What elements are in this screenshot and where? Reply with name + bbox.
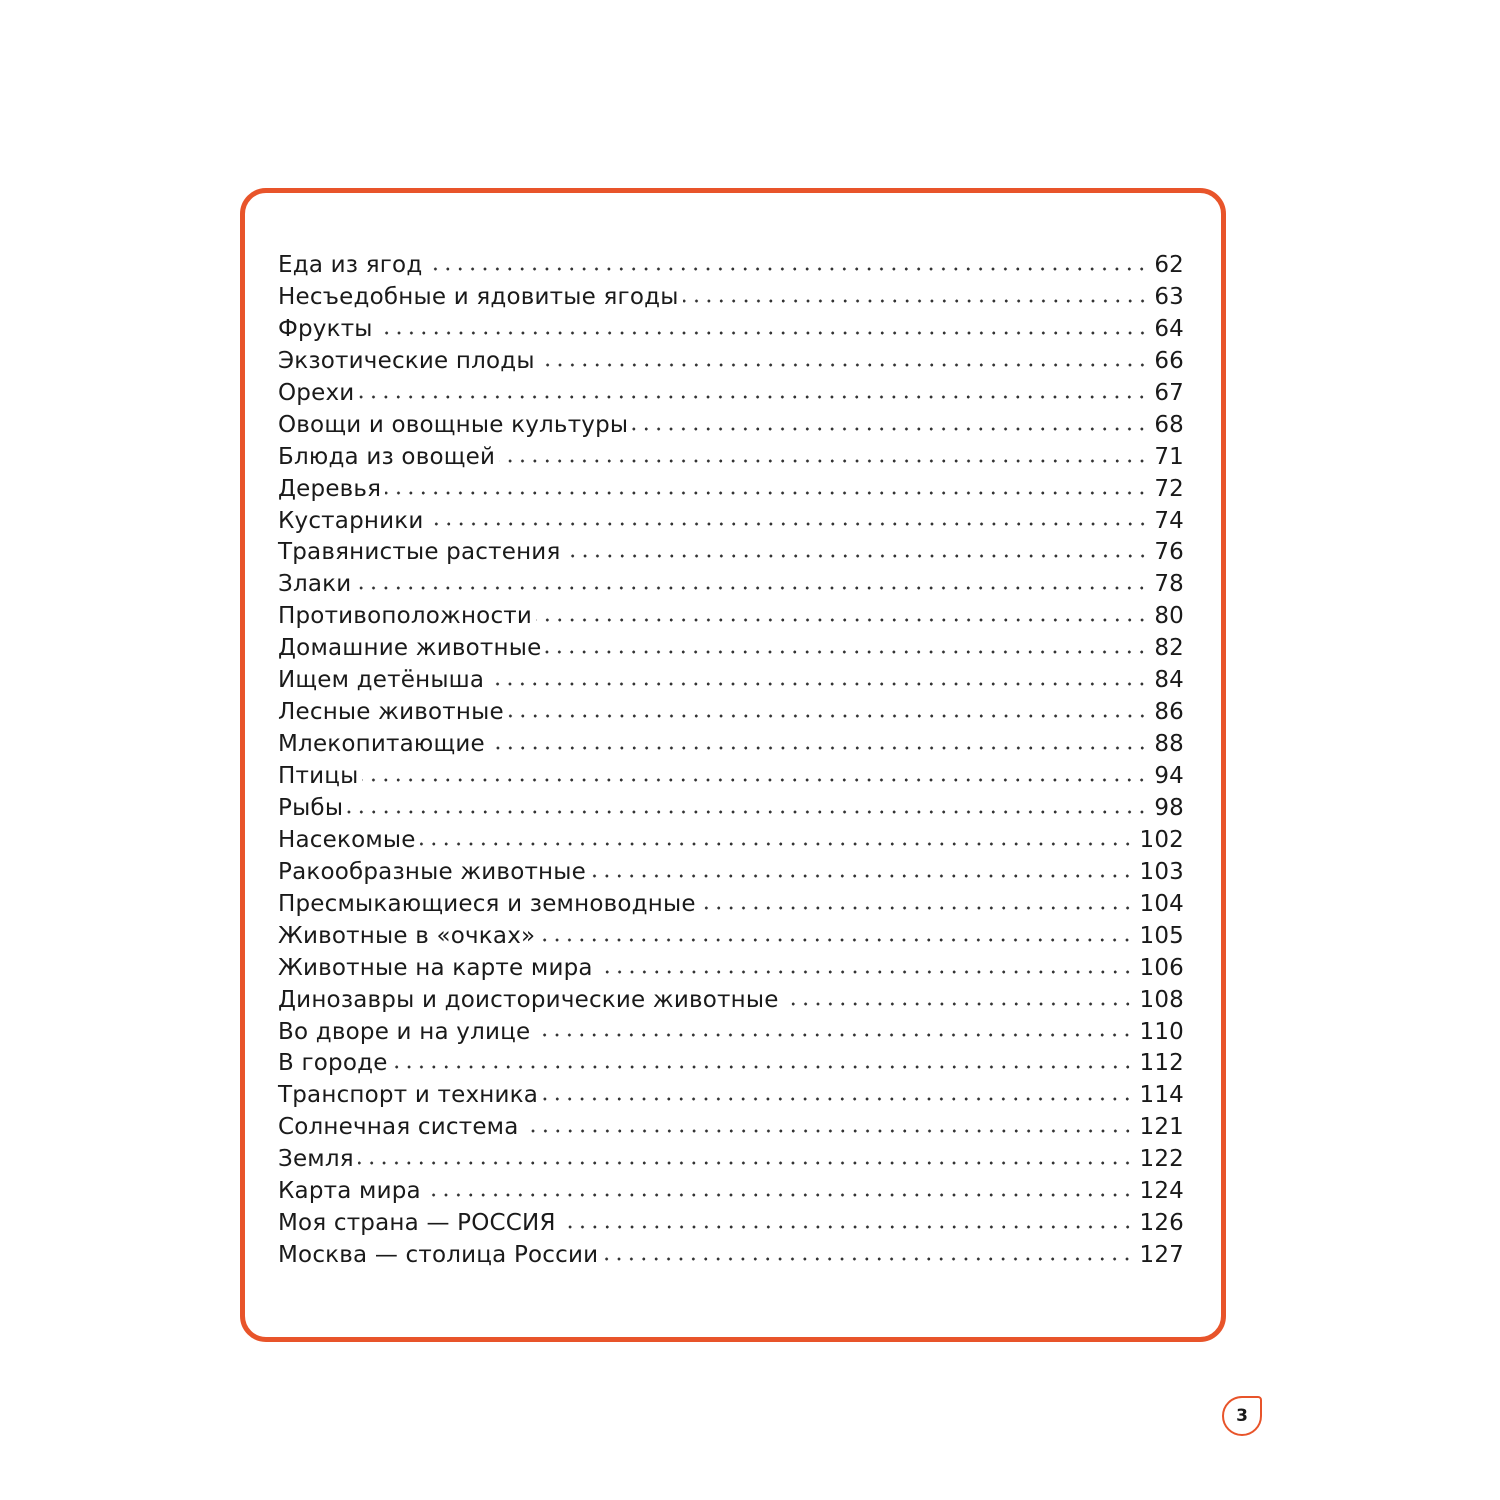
toc-entry — [278, 889, 1184, 921]
toc-entry-title: Земля — [278, 1146, 354, 1173]
toc-entry-page: 71 — [1154, 443, 1184, 470]
toc-dot-leader — [489, 743, 1148, 753]
toc-entry-page: 102 — [1139, 826, 1184, 853]
toc-entry — [278, 314, 1184, 346]
toc-entry-title: Противоположности — [278, 603, 533, 630]
toc-entry-title: Злаки — [278, 571, 352, 598]
toc-entry-title: Моя страна — РОССИЯ — [278, 1210, 556, 1237]
toc-entry-title: Деревья — [278, 475, 382, 502]
toc-entry — [278, 729, 1184, 761]
toc-entry-title: В городе — [278, 1050, 388, 1077]
toc-entry-title: Домашние животные — [278, 635, 542, 662]
toc-entry — [278, 282, 1184, 314]
toc-entry-title: Млекопитающие — [278, 731, 485, 758]
toc-entry-page: 84 — [1154, 667, 1184, 694]
toc-entry-page: 110 — [1139, 1018, 1184, 1045]
toc-entry-page: 78 — [1154, 571, 1184, 598]
toc-entry-page: 74 — [1154, 507, 1184, 534]
toc-entry-title: Кустарники — [278, 507, 424, 534]
toc-entry — [278, 793, 1184, 825]
toc-dot-leader — [385, 488, 1148, 498]
toc-dot-leader — [632, 424, 1148, 434]
toc-dot-leader — [508, 711, 1149, 721]
toc-entry-page: 104 — [1139, 890, 1184, 917]
toc-entry-page: 80 — [1154, 603, 1184, 630]
toc-entry-title: Животные в «очках» — [278, 922, 536, 949]
toc-entry — [278, 1112, 1184, 1144]
toc-entry-title: Овощи и овощные культуры — [278, 411, 629, 438]
toc-entry-page: 86 — [1154, 699, 1184, 726]
toc-entry-page: 66 — [1154, 347, 1184, 374]
toc-entry — [278, 378, 1184, 410]
toc-dot-leader — [597, 967, 1134, 977]
toc-dot-leader — [536, 615, 1148, 625]
toc-entry-page: 108 — [1139, 986, 1184, 1013]
toc-entry-page: 98 — [1154, 794, 1184, 821]
toc-entry — [278, 442, 1184, 474]
toc-entry — [278, 537, 1184, 569]
toc-dot-leader — [565, 551, 1149, 561]
toc-dot-leader — [700, 903, 1134, 913]
toc-entry-title: Карта мира — [278, 1178, 421, 1205]
toc-entry-page: 63 — [1154, 283, 1184, 310]
toc-entry — [278, 1176, 1184, 1208]
toc-entry — [278, 601, 1184, 633]
toc-entry-title: Лесные животные — [278, 699, 504, 726]
toc-entry-page: 64 — [1154, 315, 1184, 342]
toc-dot-leader — [539, 935, 1133, 945]
toc-entry — [278, 474, 1184, 506]
toc-entry — [278, 857, 1184, 889]
toc-entry — [278, 697, 1184, 729]
toc-entry — [278, 985, 1184, 1017]
toc-entry-page: 126 — [1139, 1210, 1184, 1237]
toc-entry-page: 122 — [1139, 1146, 1184, 1173]
toc-dot-leader — [783, 999, 1134, 1009]
toc-dot-leader — [539, 360, 1149, 370]
toc-entry-title: Экзотические плоды — [278, 347, 535, 374]
toc-entry-page: 114 — [1139, 1082, 1184, 1109]
toc-entry — [278, 569, 1184, 601]
toc-entry — [278, 506, 1184, 538]
toc-entry-title: Фрукты — [278, 315, 373, 342]
toc-entry — [278, 633, 1184, 665]
toc-entry-title: Солнечная система — [278, 1114, 519, 1141]
toc-entry-page: 106 — [1139, 954, 1184, 981]
toc-entry-title: Птицы — [278, 763, 359, 789]
toc-dot-leader — [426, 264, 1148, 274]
toc-dot-leader — [377, 328, 1149, 338]
toc-entry-page: 72 — [1154, 475, 1184, 502]
toc-entry-title: Насекомые — [278, 826, 416, 853]
toc-dot-leader — [534, 1030, 1133, 1040]
toc-entry-page: 105 — [1139, 922, 1184, 949]
toc-entry — [278, 953, 1184, 985]
toc-dot-leader — [560, 1222, 1134, 1232]
toc-entry-title: Еда из ягод — [278, 252, 423, 278]
toc-entry — [278, 825, 1184, 857]
toc-entry-page: 67 — [1154, 379, 1184, 406]
toc-entry-title: Рыбы — [278, 794, 344, 821]
toc-entry-title: Блюда из овощей — [278, 443, 496, 470]
toc-dot-leader — [590, 871, 1133, 881]
page-number-badge — [1222, 1396, 1262, 1436]
toc-dot-leader — [358, 1158, 1134, 1168]
toc-entry — [278, 1240, 1184, 1272]
toc-entry-page: 124 — [1139, 1178, 1184, 1205]
toc-entry-title: Несъедобные и ядовитые ягоды — [278, 283, 679, 310]
page-number: 3 — [1236, 1406, 1248, 1426]
toc-entry-page: 127 — [1139, 1242, 1184, 1269]
toc-entry-title: Динозавры и доисторические животные — [278, 986, 779, 1013]
toc-dot-leader — [602, 1254, 1133, 1264]
toc-entry-title: Пресмыкающиеся и земноводные — [278, 890, 696, 917]
toc-dot-leader — [355, 583, 1148, 593]
toc-dot-leader — [420, 839, 1134, 849]
toc-entry-title: Ракообразные животные — [278, 858, 587, 885]
toc-dot-leader — [488, 679, 1148, 689]
toc-entry — [278, 1080, 1184, 1112]
toc-entry-title: Животные на карте мира — [278, 954, 593, 981]
toc-dot-leader — [347, 807, 1148, 817]
toc-dot-leader — [362, 775, 1148, 785]
toc-entry — [278, 250, 1184, 282]
toc-dot-leader — [683, 296, 1149, 306]
toc-entry-page: 112 — [1139, 1050, 1184, 1077]
toc-entry — [278, 410, 1184, 442]
toc-entry-page: 62 — [1154, 252, 1184, 278]
toc-dot-leader — [392, 1062, 1134, 1072]
toc-entry — [278, 921, 1184, 953]
toc-entry — [278, 1017, 1184, 1049]
toc-dot-leader — [358, 392, 1148, 402]
toc-entry-page: 76 — [1154, 539, 1184, 566]
toc-dot-leader — [545, 647, 1148, 657]
toc-entry — [278, 1208, 1184, 1240]
toc-entry-title: Травянистые растения — [278, 539, 561, 566]
toc-dot-leader — [523, 1126, 1134, 1136]
toc-entry — [278, 1048, 1184, 1080]
toc-entry-title: Орехи — [278, 379, 355, 406]
toc-entry-page: 88 — [1154, 731, 1184, 758]
toc-entry — [278, 346, 1184, 378]
toc-entry-page: 94 — [1154, 763, 1184, 789]
table-of-contents — [278, 250, 1184, 1272]
toc-entry-page: 121 — [1139, 1114, 1184, 1141]
toc-dot-leader — [499, 456, 1148, 466]
toc-dot-leader — [542, 1094, 1133, 1104]
toc-entry-title: Москва — столица России — [278, 1242, 599, 1269]
toc-entry-title: Ищем детёныша — [278, 667, 485, 694]
toc-entry — [278, 1144, 1184, 1176]
toc-entry-page: 82 — [1154, 635, 1184, 662]
toc-entry — [278, 665, 1184, 697]
toc-entry-page: 68 — [1154, 411, 1184, 438]
toc-entry-title: Во дворе и на улице — [278, 1018, 531, 1045]
toc-entry — [278, 761, 1184, 793]
toc-dot-leader — [425, 1190, 1134, 1200]
toc-entry-title: Транспорт и техника — [278, 1082, 539, 1109]
toc-entry-page: 103 — [1139, 858, 1184, 885]
toc-dot-leader — [428, 519, 1149, 529]
